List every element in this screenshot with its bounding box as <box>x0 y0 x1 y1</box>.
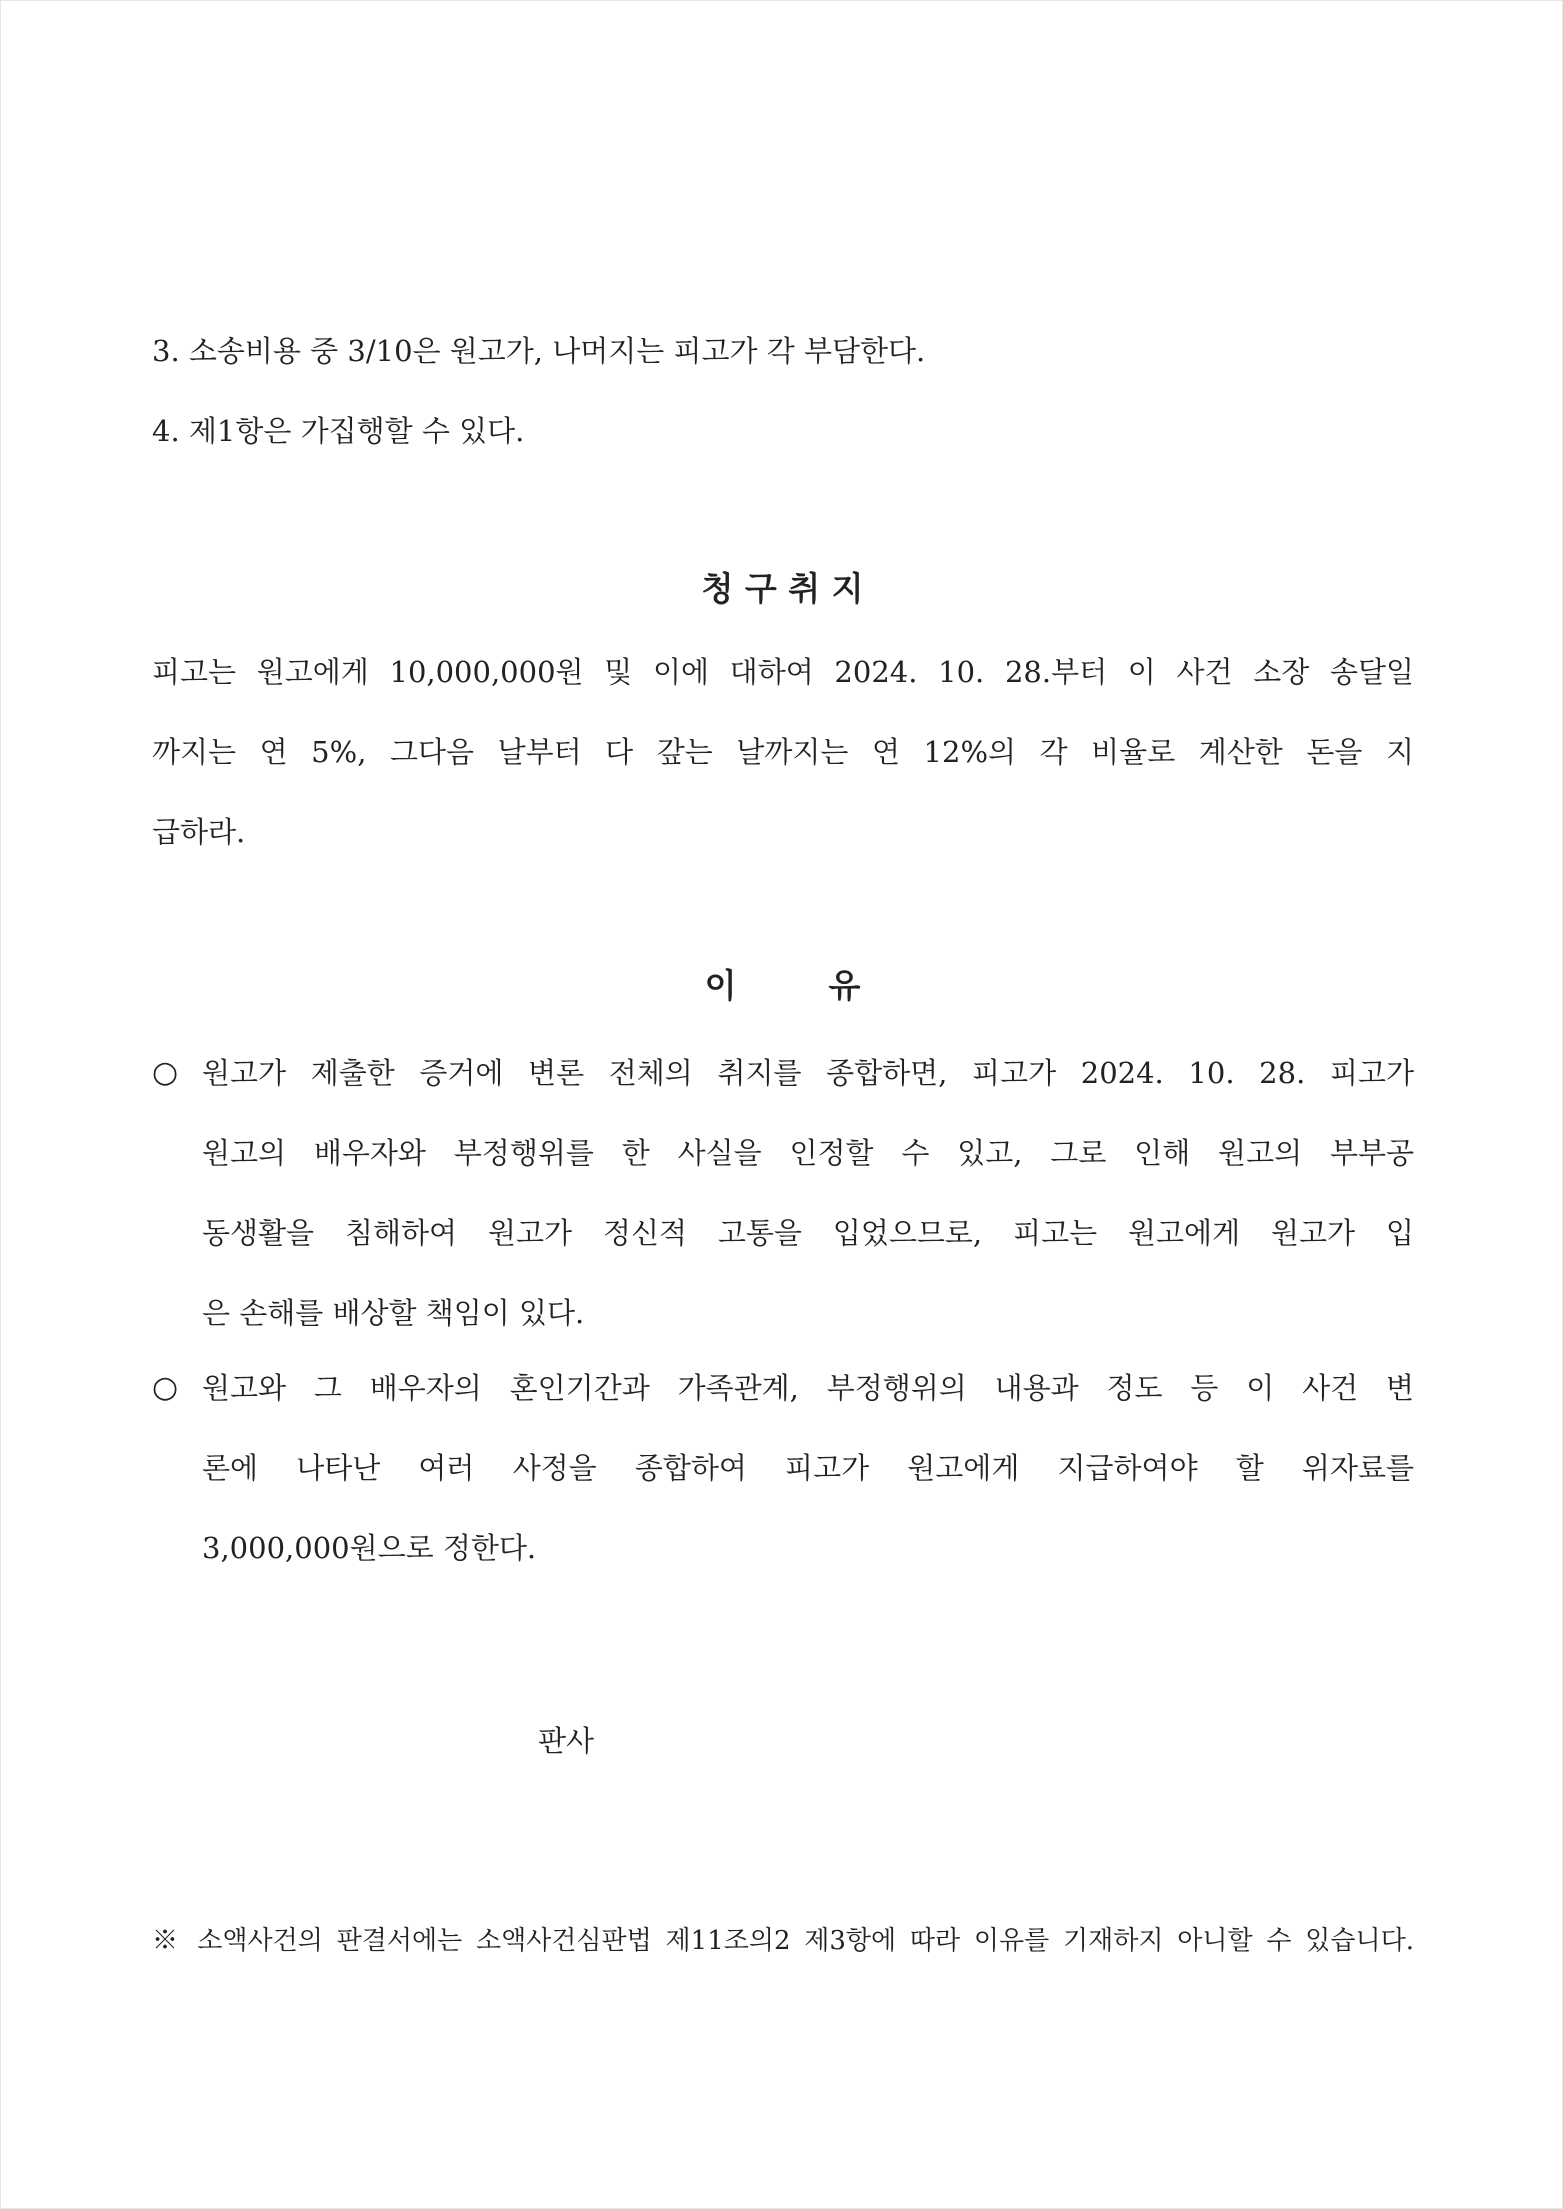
reasons-heading: 이 유 <box>704 966 861 1005</box>
reason-2-line-1: 원고와 그 배우자의 혼인기간과 가족관계, 부정행위의 내용과 정도 등 이 사건 변 <box>202 1371 1414 1405</box>
reason-1-line-1: 원고가 제출한 증거에 변론 전체의 취지를 종합하면, 피고가 2024. 10. 28. 피고가 <box>202 1056 1414 1090</box>
claim-heading: 청 구 취 지 <box>701 569 864 608</box>
reason-2-line-3: 3,000,000원으로 정한다. <box>202 1531 537 1565</box>
reason-2-line-2: 론에 나타난 여러 사정을 종합하여 피고가 원고에게 지급하여야 할 위자료를 <box>202 1451 1414 1485</box>
reason-1-line-3: 동생활을 침해하여 원고가 정신적 고통을 입었으므로, 피고는 원고에게 원고가 입 <box>202 1216 1414 1250</box>
claim-line-1: 피고는 원고에게 10,000,000원 및 이에 대하여 2024. 10. 28.부터 이 사건 소장 송달일 <box>152 655 1414 689</box>
footnote: ※ 소액사건의 판결서에는 소액사건심판법 제11조의2 제3항에 따라 이유를 기재하지 아니할 수 있습니다. <box>152 1926 1414 1956</box>
order-item-3: 3. 소송비용 중 3/10은 원고가, 나머지는 피고가 각 부담한다. <box>152 334 926 368</box>
reason-1-line-2: 원고의 배우자와 부정행위를 한 사실을 인정할 수 있고, 그로 인해 원고의 부부공 <box>202 1136 1414 1170</box>
order-item-4: 4. 제1항은 가집행할 수 있다. <box>152 414 525 448</box>
claim-line-3: 급하라. <box>152 815 246 849</box>
reason-1-line-4: 은 손해를 배상할 책임이 있다. <box>202 1296 585 1330</box>
claim-line-2: 까지는 연 5%, 그다음 날부터 다 갚는 날까지는 연 12%의 각 비율로 계산한 돈을 지 <box>152 735 1414 769</box>
bullet-1: ○ <box>152 1055 179 1090</box>
judge-label: 판사 <box>538 1724 595 1758</box>
bullet-2: ○ <box>152 1370 179 1405</box>
